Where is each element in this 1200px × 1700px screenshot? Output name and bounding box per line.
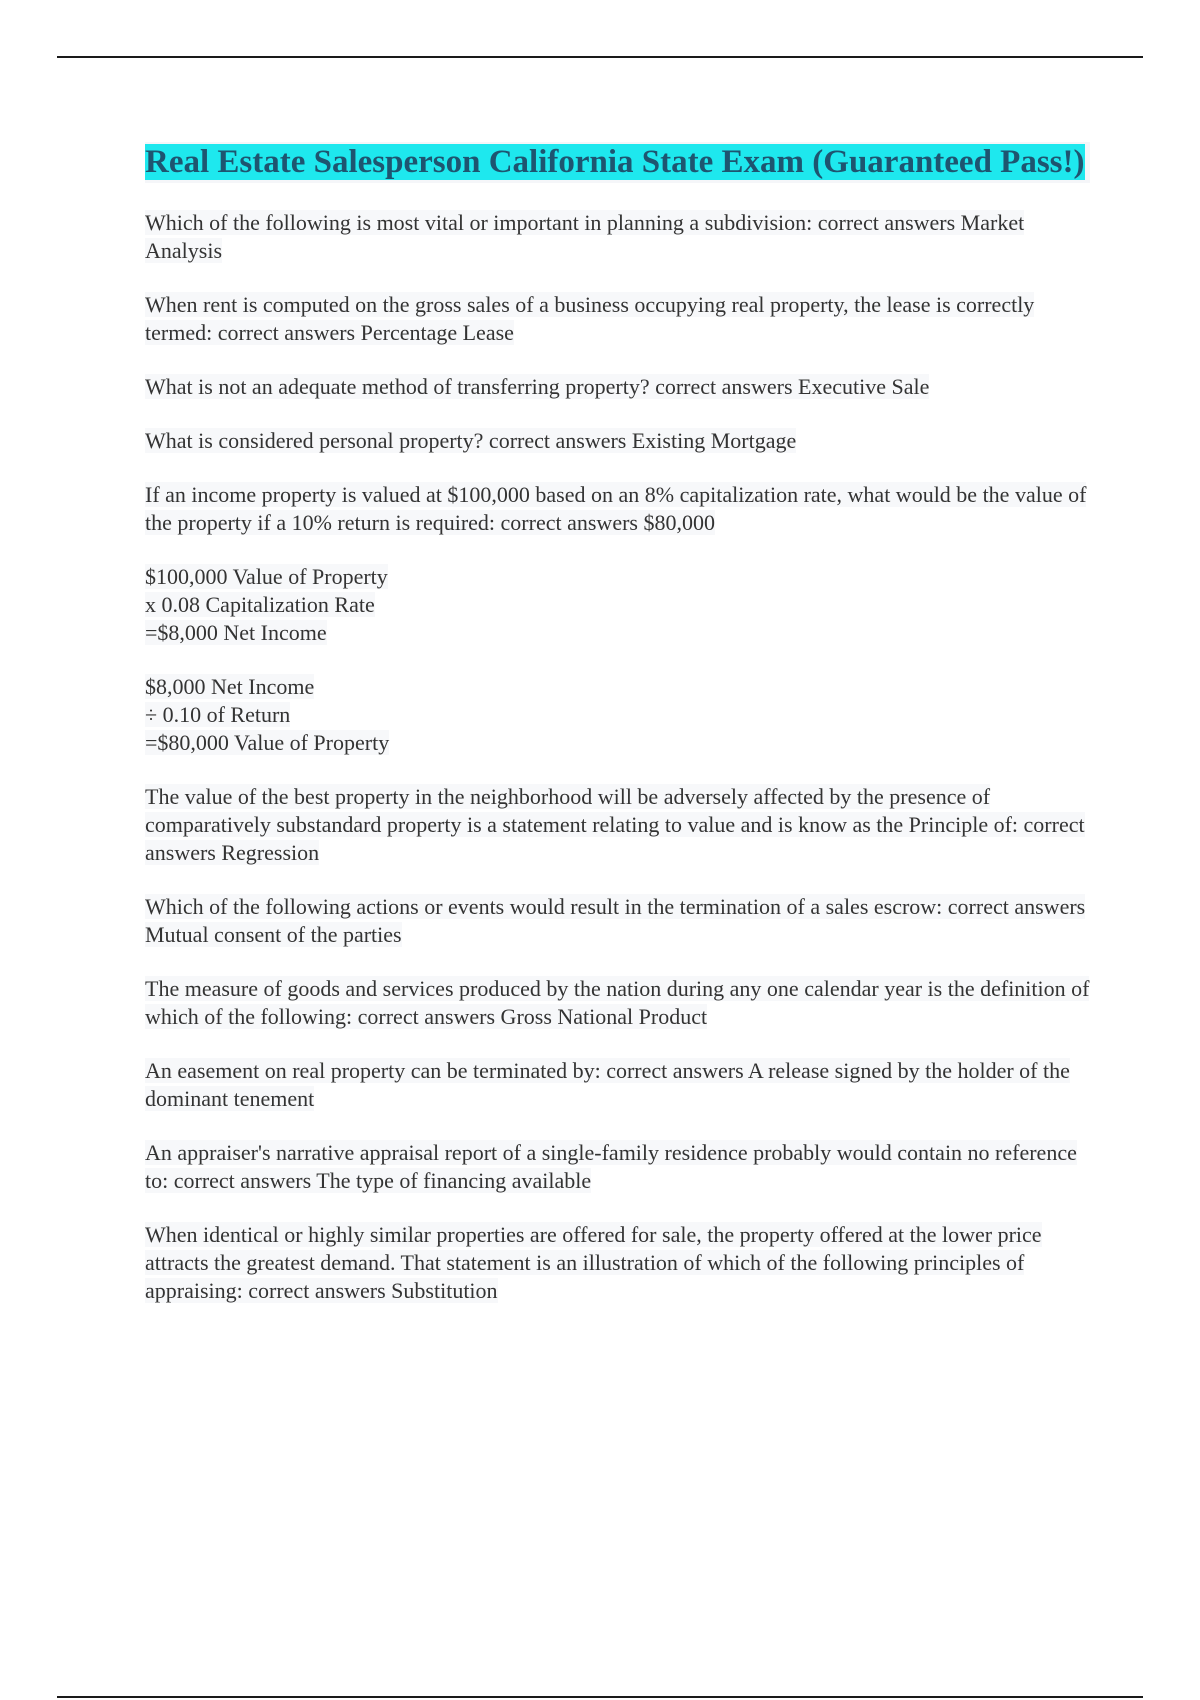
qa-item: When identical or highly similar properties are offered for sale, the property offered at the lower price attracts the greatest demand. That statement is an illustration of which of the following principles of appraising: correct answers Substitution bbox=[145, 1222, 1042, 1303]
qa-item: If an income property is valued at $100,000 based on an 8% capitalization rate, what would be the value of the property if a 10% return is required: correct answers $80,000 bbox=[145, 482, 1087, 535]
document-body bbox=[145, 142, 1090, 1331]
qa-item: Which of the following actions or events would result in the termination of a sales escrow: correct answers Mutual consent of the parties bbox=[145, 894, 1086, 947]
calculation-block-2 bbox=[145, 673, 1090, 757]
document-title: Real Estate Salesperson California State Exam (Guaranteed Pass!) bbox=[145, 144, 1085, 180]
top-rule bbox=[57, 56, 1143, 58]
calc-line: =$80,000 Value of Property bbox=[145, 730, 390, 755]
bottom-rule bbox=[57, 1696, 1143, 1698]
qa-item: When rent is computed on the gross sales of a business occupying real property, the lease is correctly termed: correct answers Percentage Lease bbox=[145, 292, 1035, 345]
qa-item: What is not an adequate method of transferring property? correct answers Executive Sale bbox=[145, 374, 930, 399]
calculation-block-1 bbox=[145, 563, 1090, 647]
qa-item: The value of the best property in the neighborhood will be adversely affected by the presence of comparatively substandard property is a statement relating to value and is know as the Principle of: correct answers Regression bbox=[145, 784, 1085, 865]
title-block bbox=[145, 142, 1090, 183]
calc-line: ÷ 0.10 of Return bbox=[145, 702, 291, 727]
qa-item: An easement on real property can be terminated by: correct answers A release signed by the holder of the dominant tenement bbox=[145, 1058, 1070, 1111]
calc-line: =$8,000 Net Income bbox=[145, 620, 327, 645]
qa-item: The measure of goods and services produced by the nation during any one calendar year is the definition of which of the following: correct answers Gross National Product bbox=[145, 976, 1090, 1029]
qa-item: What is considered personal property? correct answers Existing Mortgage bbox=[145, 428, 797, 453]
qa-item: Which of the following is most vital or important in planning a subdivision: correct answers Market Analysis bbox=[145, 210, 1025, 263]
calc-line: x 0.08 Capitalization Rate bbox=[145, 592, 375, 617]
calc-line: $8,000 Net Income bbox=[145, 674, 315, 699]
qa-item: An appraiser's narrative appraisal report of a single-family residence probably would contain no reference to: correct answers The type of financing available bbox=[145, 1140, 1077, 1193]
calc-line: $100,000 Value of Property bbox=[145, 564, 388, 589]
